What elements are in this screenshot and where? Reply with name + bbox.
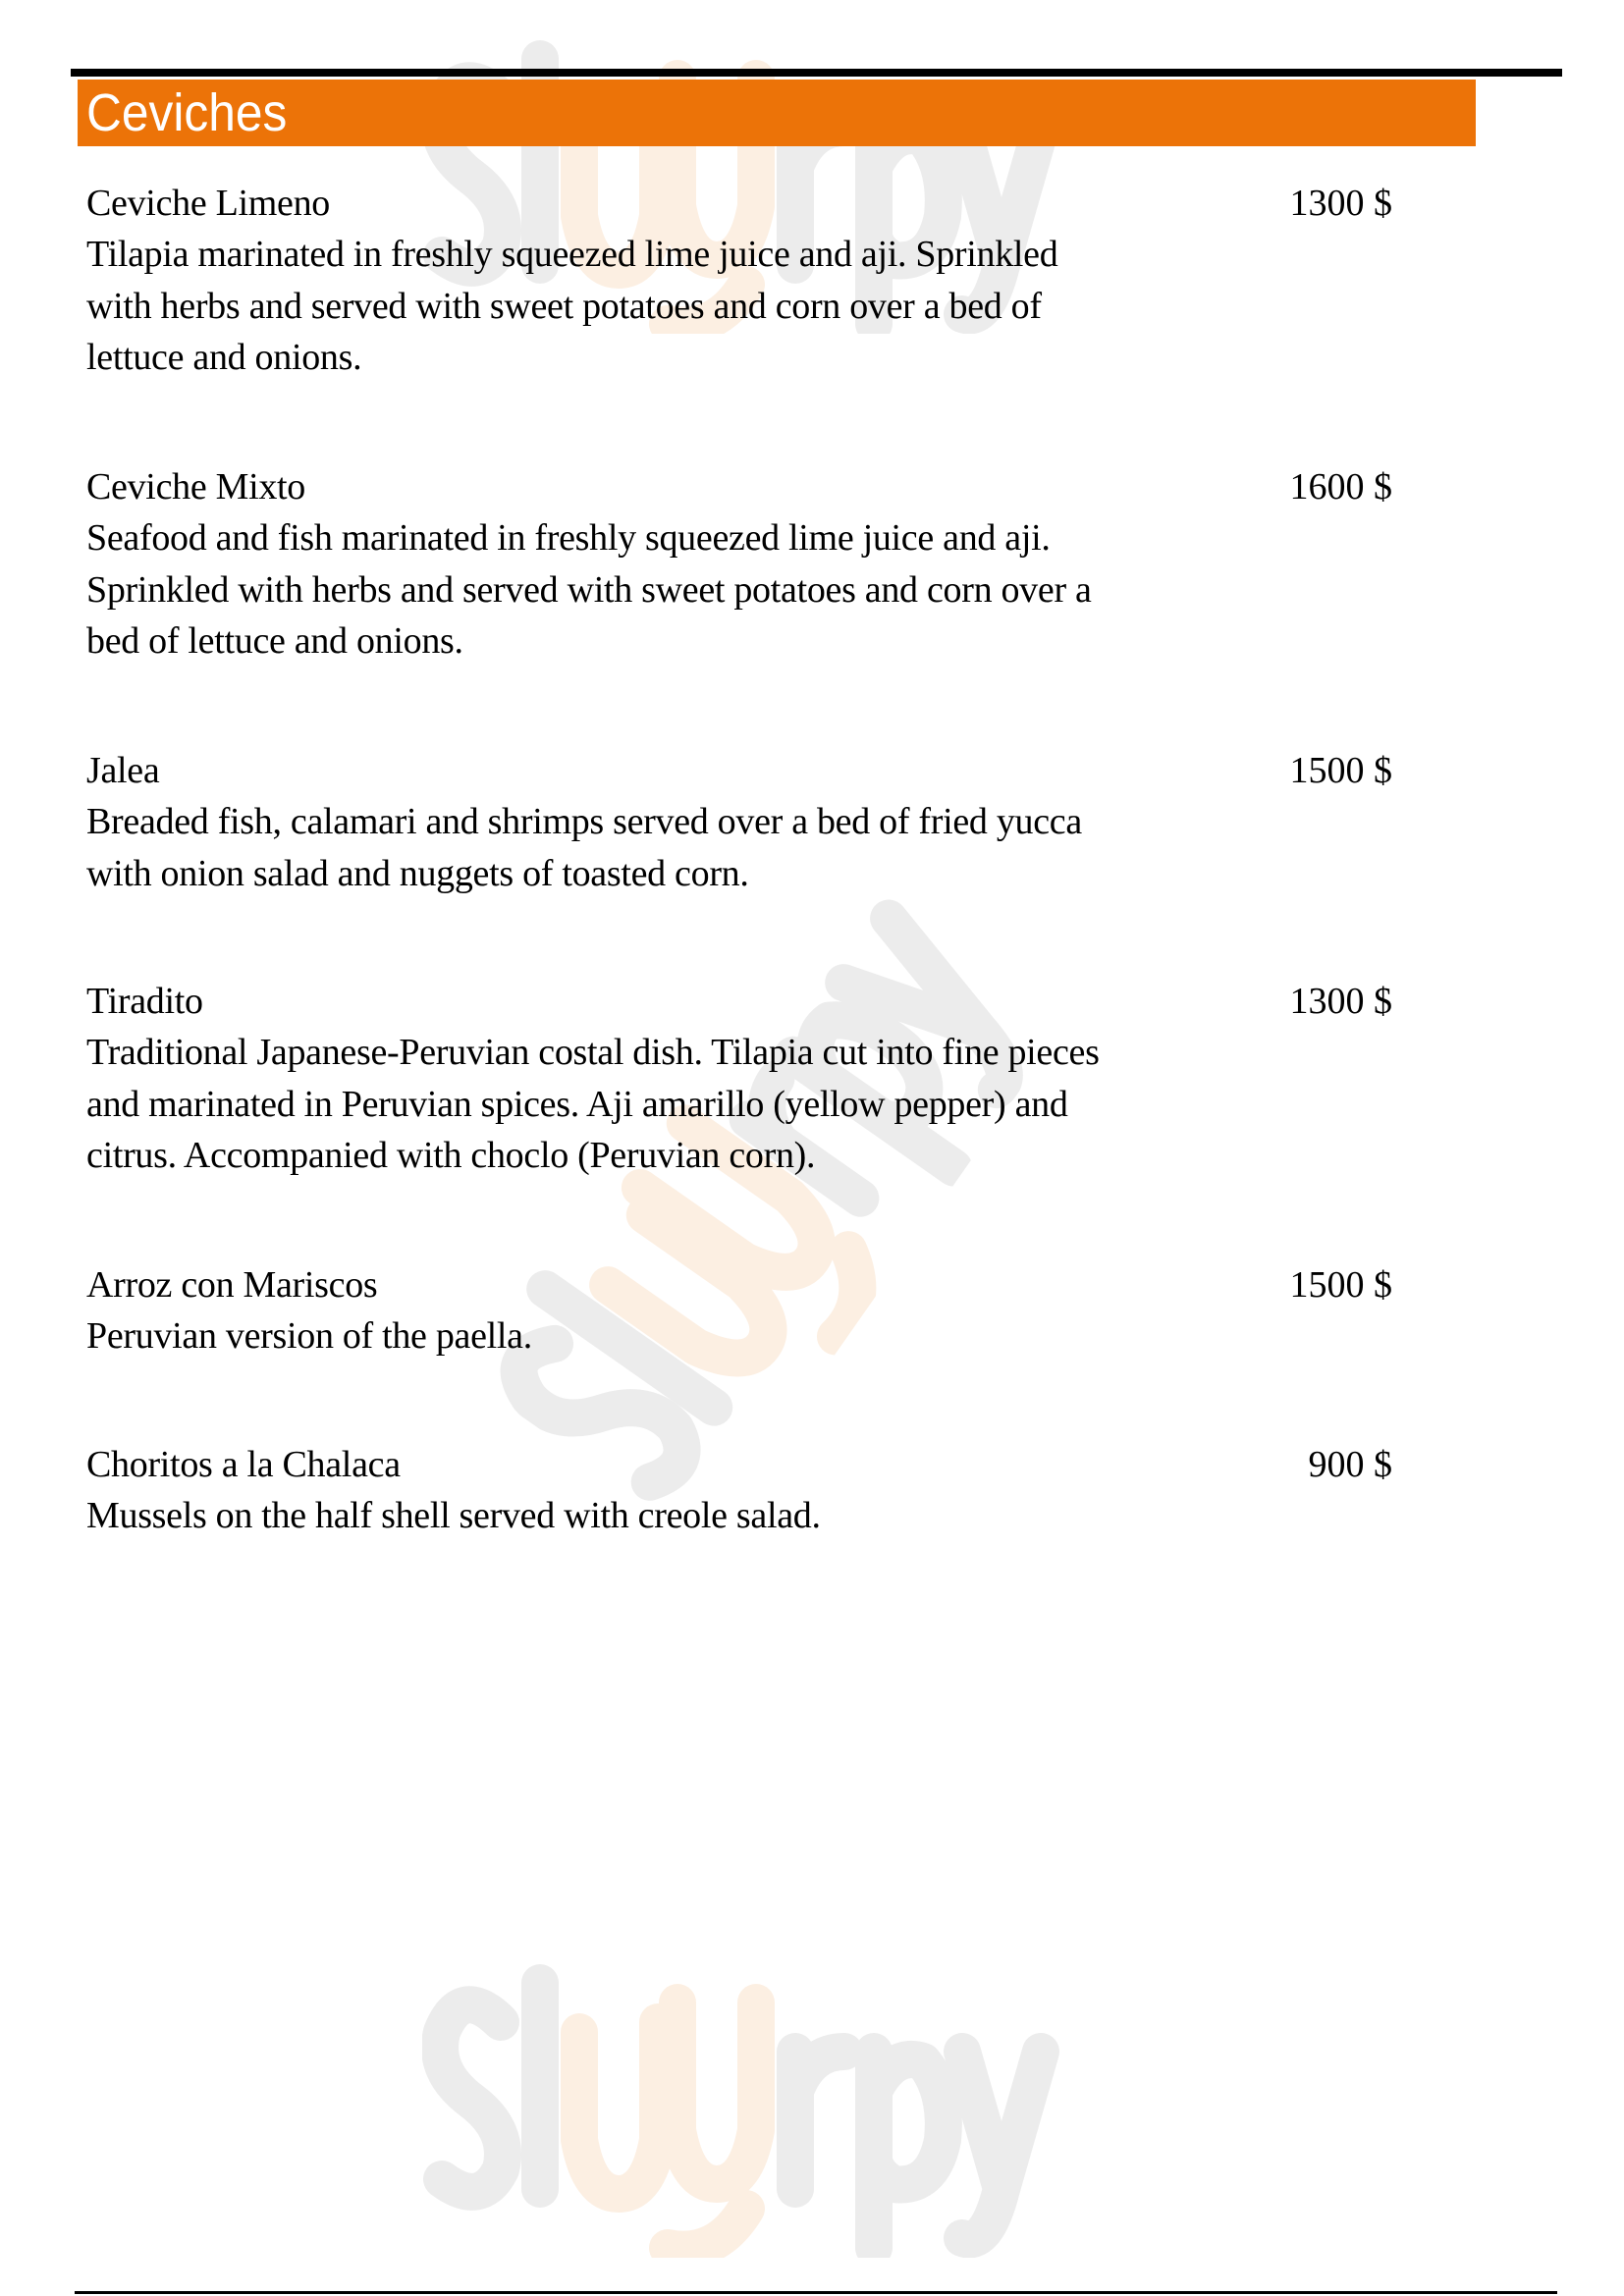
menu-item bbox=[86, 461, 1392, 667]
item-description-line: Mussels on the half shell served with creole salad. bbox=[86, 1495, 821, 1537]
item-name: Arroz con Mariscos bbox=[86, 1264, 378, 1306]
item-price: 1300 $ bbox=[1289, 981, 1392, 1022]
item-name: Choritos a la Chalaca bbox=[86, 1444, 401, 1485]
item-name: Ceviche Limeno bbox=[86, 183, 330, 224]
top-divider bbox=[71, 69, 1562, 77]
item-price: 900 $ bbox=[1308, 1444, 1392, 1485]
item-price: 1500 $ bbox=[1289, 1264, 1392, 1306]
item-price: 1500 $ bbox=[1289, 750, 1392, 791]
item-description-line: Breaded fish, calamari and shrimps served over a bed of fried yucca bbox=[86, 801, 1082, 843]
item-description-line: Tilapia marinated in freshly squeezed lime juice and aji. Sprinkled bbox=[86, 234, 1058, 276]
menu-item bbox=[86, 178, 1392, 384]
item-description-line: Seafood and fish marinated in freshly squeezed lime juice and aji. bbox=[86, 517, 1051, 560]
item-description-line: with herbs and served with sweet potatoes and corn over a bed of bbox=[86, 285, 1042, 327]
section-header bbox=[78, 80, 1476, 146]
item-description-line: bed of lettuce and onions. bbox=[86, 620, 463, 663]
item-description-line: and marinated in Peruvian spices. Aji amarillo (yellow pepper) and bbox=[86, 1083, 1068, 1125]
menu-item bbox=[86, 976, 1392, 1182]
menu-item bbox=[86, 745, 1392, 899]
item-description-line: lettuce and onions. bbox=[86, 337, 362, 379]
item-description-line: Peruvian version of the paella. bbox=[86, 1315, 532, 1358]
bottom-divider bbox=[75, 2291, 1557, 2294]
item-description-line: Sprinkled with herbs and served with sweet potatoes and corn over a bbox=[86, 568, 1092, 611]
item-description-line: Traditional Japanese-Peruvian costal dish. Tilapia cut into fine pieces bbox=[86, 1032, 1100, 1074]
item-price: 1300 $ bbox=[1289, 183, 1392, 224]
item-price: 1600 $ bbox=[1289, 466, 1392, 507]
menu-item bbox=[86, 1259, 1392, 1362]
item-description-line: with onion salad and nuggets of toasted corn. bbox=[86, 852, 749, 894]
section-title: Ceviches bbox=[86, 83, 288, 142]
item-name: Jalea bbox=[86, 750, 160, 791]
item-name: Ceviche Mixto bbox=[86, 466, 306, 507]
item-name: Tiradito bbox=[86, 981, 203, 1022]
item-description-line: citrus. Accompanied with choclo (Peruvian corn). bbox=[86, 1135, 816, 1177]
sluurpy-watermark-logo bbox=[422, 1963, 1070, 2258]
menu-item bbox=[86, 1439, 1392, 1542]
